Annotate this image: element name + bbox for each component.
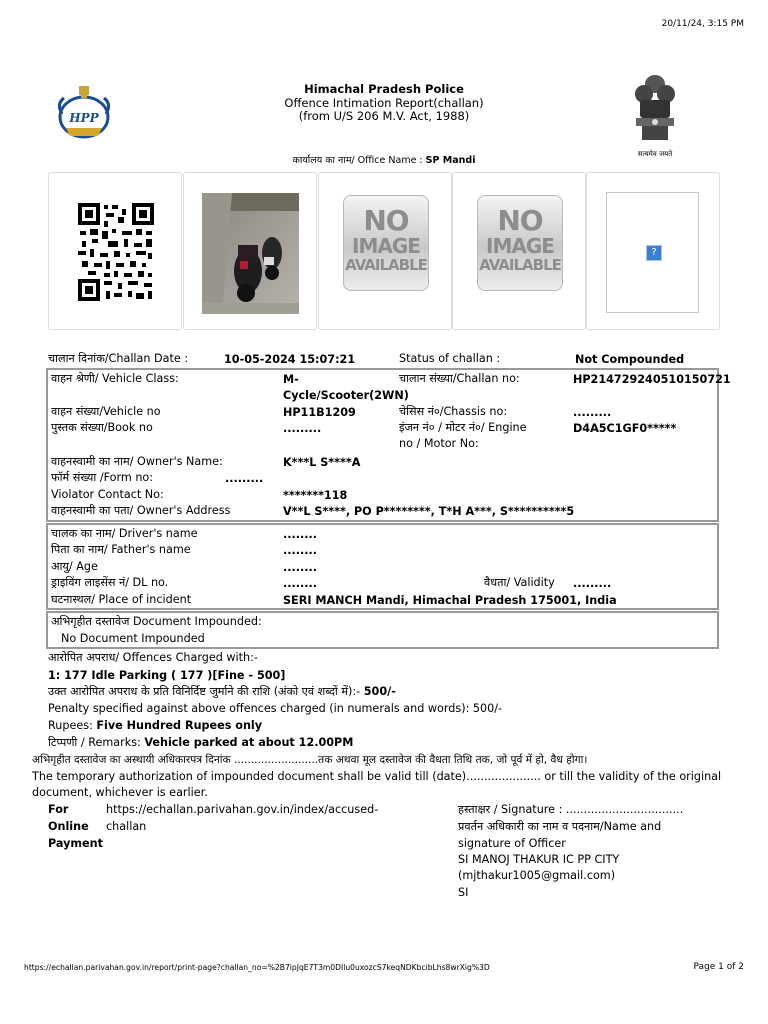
- authorization-hindi: अभिगृहीत दस्तावेज का अस्थायी अधिकारपत्र दिनांक .........................तक अथवा मूल दस्तावेज की वैधता तिथि तक, जो पूर्व में हो, वैध होगा।: [32, 754, 588, 766]
- national-emblem: [628, 74, 682, 158]
- office-name-value: SP Mandi: [425, 155, 476, 166]
- qr-code: [78, 203, 154, 301]
- book-no-label: पुस्तक संख्या/Book no: [51, 421, 153, 434]
- challan-date-value: 10-05-2024 15:07:21: [224, 353, 356, 366]
- age-value: ........: [283, 561, 317, 574]
- act-reference: (from U/S 206 M.V. Act, 1988): [298, 109, 470, 123]
- violator-contact-value: *******118: [283, 489, 348, 502]
- penalty-english: Penalty specified against above offences charged (in numerals and words): 500/-: [48, 702, 503, 715]
- validity-value: .........: [573, 577, 612, 590]
- online-payment-label-1: For: [48, 803, 69, 816]
- office-name-label: कार्यालय का नाम/ Office Name :: [292, 155, 426, 166]
- offences-label: आरोपित अपराध/ Offences Charged with:-: [48, 651, 258, 664]
- penalty-hindi: [48, 684, 396, 700]
- owner-address-value: V**L S****, PO P********, T*H A***, S**********5: [283, 505, 575, 518]
- vehicle-class-label: वाहन श्रेणी/ Vehicle Class:: [51, 372, 179, 385]
- chassis-no-label: चेसिस नं०/Chassis no:: [399, 405, 508, 418]
- challan-date-label: चालान दिनांक/Challan Date :: [48, 352, 189, 365]
- no-image-line-3: AVAILABLE: [345, 256, 427, 274]
- remarks-value: Vehicle parked at about 12.00PM: [144, 736, 354, 749]
- offence-item: 1: 177 Idle Parking ( 177 )[Fine - 500]: [48, 669, 286, 682]
- qr-code-cell: [48, 172, 182, 330]
- page-number: Page 1 of 2: [693, 962, 744, 972]
- age-label: आयु/ Age: [51, 560, 98, 573]
- form-no-label: फॉर्म संख्या /Form no:: [51, 471, 154, 484]
- engine-no-label-1: इंजन नं० / मोटर नं०/ Engine: [399, 421, 527, 434]
- office-name: [0, 153, 768, 166]
- owner-address-label: वाहनस्वामी का पता/ Owner's Address: [51, 504, 231, 517]
- officer-name: SI MANOJ THAKUR IC PP CITY: [458, 853, 620, 866]
- challan-no-label: चालान संख्या/Challan no:: [399, 372, 520, 385]
- penalty-hindi-value: 500/-: [363, 685, 396, 698]
- document-impounded-value: No Document Impounded: [61, 632, 205, 645]
- challan-status-label: Status of challan :: [399, 352, 501, 365]
- remarks-line: [48, 735, 353, 751]
- authorization-english-2: document, whichever is earlier.: [32, 786, 208, 799]
- logo-text: HPP: [69, 111, 99, 125]
- broken-image-frame: [606, 192, 699, 313]
- engine-no-value: D4A5C1GF0*****: [573, 422, 677, 435]
- authorization-english-1: The temporary authorization of impounded document shall be valid till (date)..................... or till the validity of the original: [32, 770, 722, 783]
- place-of-incident-value: SERI MANCH Mandi, Himachal Pradesh 175001, India: [283, 594, 617, 607]
- vehicle-class-value-1: M-: [283, 373, 299, 386]
- online-payment-link-1[interactable]: https://echallan.parivahan.gov.in/index/accused-: [106, 803, 379, 816]
- no-image-placeholder: [343, 195, 429, 291]
- chassis-no-value: .........: [573, 406, 612, 419]
- form-no-value: .........: [225, 472, 264, 485]
- engine-no-label-2: no / Motor No:: [399, 437, 479, 450]
- vehicle-no-value: HP11B1209: [283, 406, 356, 419]
- officer-designation-label-2: signature of Officer: [458, 837, 566, 850]
- no-image-line-1: NO: [497, 204, 543, 237]
- online-payment-link-2[interactable]: challan: [106, 820, 147, 833]
- print-datetime: 20/11/24, 3:15 PM: [661, 19, 744, 29]
- owner-name-label: वाहनस्वामी का नाम/ Owner's Name:: [51, 455, 223, 468]
- driver-name-label: चालक का नाम/ Driver's name: [51, 527, 198, 540]
- document-impounded-label: अभिगृहीत दस्तावेज Document Impounded:: [51, 615, 262, 628]
- no-image-cell-2: [452, 172, 586, 330]
- father-name-label: पिता का नाम/ Father's name: [51, 543, 191, 556]
- penalty-hindi-text: उक्त आरोपित अपराध के प्रति विनिर्दिष्ट जुर्माने की राशि (अंको एवं शब्दों में):-: [48, 685, 364, 698]
- driver-name-value: ........: [283, 528, 317, 541]
- officer-rank: SI: [458, 886, 469, 899]
- page-subtitle: Offence Intimation Report(challan): [284, 96, 484, 110]
- no-image-line-1: NO: [363, 204, 409, 237]
- no-image-placeholder: [477, 195, 563, 291]
- validity-label: वैधता/ Validity: [484, 576, 555, 589]
- officer-designation-label-1: प्रवर्तन अधिकारी का नाम व पदनाम/Name and: [458, 820, 662, 833]
- challan-status-value: Not Compounded: [575, 353, 685, 366]
- book-no-value: .........: [283, 422, 322, 435]
- no-image-line-3: AVAILABLE: [479, 256, 561, 274]
- vehicle-no-label: वाहन संख्या/Vehicle no: [51, 405, 161, 418]
- father-name-value: ........: [283, 544, 317, 557]
- broken-image-icon: ?: [646, 245, 662, 261]
- emblem-motto: सत्यमेव जयते: [637, 150, 673, 158]
- page-title: Himachal Pradesh Police: [304, 82, 464, 96]
- evidence-photo-cell: [183, 172, 317, 330]
- dl-no-value: ........: [283, 577, 317, 590]
- vehicle-class-value-2: Cycle/Scooter(2WN): [283, 389, 409, 402]
- online-payment-label-3: Payment: [48, 837, 103, 850]
- broken-image-cell: [586, 172, 720, 330]
- rupees-label: Rupees:: [48, 719, 97, 732]
- place-of-incident-label: घटनास्थल/ Place of incident: [51, 593, 192, 606]
- violator-contact-label: Violator Contact No:: [51, 488, 164, 501]
- challan-no-value: HP214729240510150721: [573, 373, 731, 386]
- owner-name-value: K***L S****A: [283, 456, 361, 469]
- dl-no-label: ड्राइविंग लाइसेंस नं/ DL no.: [51, 576, 169, 589]
- officer-email: (mjthakur1005@gmail.com): [458, 869, 616, 882]
- rupees-line: [48, 718, 262, 734]
- remarks-label: टिप्पणी / Remarks:: [48, 736, 145, 749]
- rupees-value: Five Hundred Rupees only: [96, 719, 263, 732]
- footer-url[interactable]: https://echallan.parivahan.gov.in/report/print-page?challan_no=%2B7ipJqE7T3m0DIlu0uxozcS7keqNDKbcibLhs8wrXig%3D: [24, 963, 490, 972]
- evidence-photo: [202, 193, 299, 314]
- online-payment-label-2: Online: [48, 820, 89, 833]
- signature-line: हस्ताक्षर / Signature : .................................: [458, 803, 684, 816]
- no-image-line-2: IMAGE: [486, 234, 554, 258]
- no-image-line-2: IMAGE: [352, 234, 420, 258]
- no-image-cell-1: [318, 172, 452, 330]
